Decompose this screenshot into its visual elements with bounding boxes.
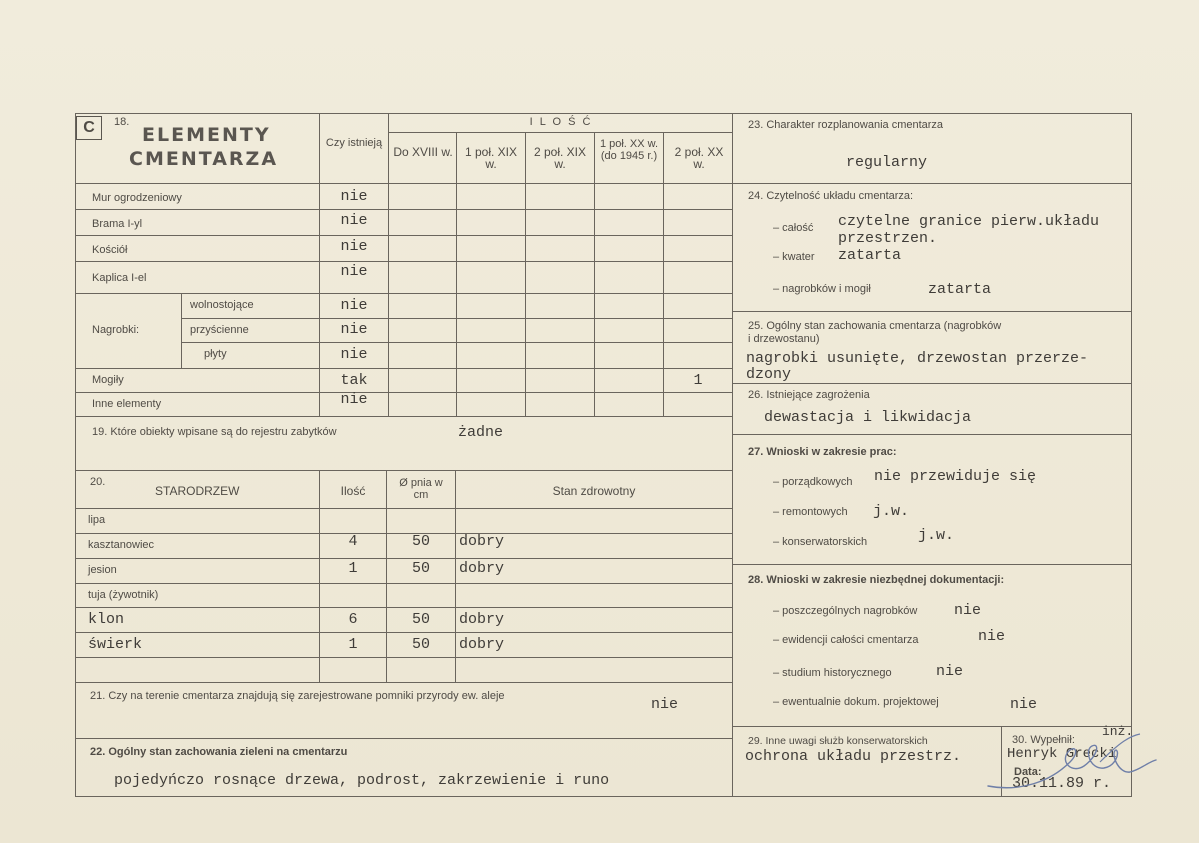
q24-graves-value: zatarta xyxy=(928,281,992,298)
q25-value: nagrobki usunięte, drzewostan przerze- xyxy=(746,350,1089,367)
q24-whole-value-2: przestrzen. xyxy=(838,230,938,247)
q30-title: inż. xyxy=(1102,724,1134,739)
q25-label: 25. Ogólny stan zachowania cmentarza (nagrobków xyxy=(748,320,1002,332)
q27-cons-label: – konserwatorskich xyxy=(773,536,868,548)
rule xyxy=(732,113,733,797)
col-1-xix: 1 poł. XIX w. xyxy=(464,145,518,171)
col-xviii: Do XVIII w. xyxy=(393,145,453,159)
tree-diam: 50 xyxy=(411,533,430,550)
exists-value: nie xyxy=(340,188,368,205)
row-label: Brama I-yl xyxy=(92,218,143,230)
q28-c-value: nie xyxy=(936,663,964,680)
tree-species: lipa xyxy=(88,514,106,526)
tree-species: tuja (żywotnik) xyxy=(88,589,159,601)
trees-header: STARODRZEW xyxy=(155,484,240,498)
q27-cons-value: j.w. xyxy=(918,527,955,544)
q19-value: żadne xyxy=(458,424,504,441)
tree-diam: 50 xyxy=(411,560,430,577)
q29-value: ochrona układu przestrz. xyxy=(745,748,962,765)
title-line-1: ELEMENTY xyxy=(142,124,271,146)
q24-quarters-value: zatarta xyxy=(838,247,902,264)
q29-label: 29. Inne uwagi służb konserwatorskich xyxy=(748,735,928,747)
exists-value: nie xyxy=(340,346,368,363)
row-label: Mogiły xyxy=(92,374,124,386)
tree-species: kasztanowiec xyxy=(88,539,155,551)
group-label: Nagrobki: xyxy=(92,324,140,336)
exists-value: nie xyxy=(340,263,368,280)
q22-value: pojedyńczo rosnące drzewa, podrost, zakrzewienie i runo xyxy=(114,772,610,789)
tree-health: dobry xyxy=(459,611,505,628)
q30-date: 30.11.89 r. xyxy=(1012,775,1112,792)
tree-diam: 50 xyxy=(411,636,430,653)
col-2-xx: 2 poł. XX w. xyxy=(674,145,724,171)
q27-order-value: nie przewiduje się xyxy=(874,468,1037,485)
q24-label: 24. Czytelność układu cmentarza: xyxy=(748,190,914,202)
q28-c-label: – studium historycznego xyxy=(773,667,892,679)
exists-value: nie xyxy=(340,212,368,229)
row-label: wolnostojące xyxy=(190,299,254,311)
q28-a-value: nie xyxy=(954,602,982,619)
q24-quarters-label: – kwater xyxy=(773,251,815,263)
tree-count: 6 xyxy=(348,611,358,628)
tree-health: dobry xyxy=(459,636,505,653)
q28-d-label: – ewentualnie dokum. projektowej xyxy=(773,696,939,708)
col-1-xx: 1 poł. XX w. (do 1945 r.) xyxy=(599,138,659,162)
q27-repair-label: – remontowych xyxy=(773,506,848,518)
q24-whole-value: czytelne granice pierw.układu xyxy=(838,213,1100,230)
tree-health: dobry xyxy=(459,533,505,550)
tree-count: 4 xyxy=(348,533,358,550)
row-label: Kościół xyxy=(92,244,128,256)
trees-number: 20. xyxy=(90,476,106,488)
q30-name: Henryk Grecki xyxy=(1007,746,1117,762)
q28-d-value: nie xyxy=(1010,696,1038,713)
title-line-2: CMENTARZA xyxy=(129,148,279,170)
exists-value: nie xyxy=(340,238,368,255)
q28-b-label: – ewidencji całości cmentarza xyxy=(773,634,919,646)
section-number: 18. xyxy=(114,116,130,128)
q25-value-2: dzony xyxy=(746,366,792,383)
row-label: płyty xyxy=(204,348,227,360)
q27-repair-value: j.w. xyxy=(873,503,910,520)
q21-label: 21. Czy na terenie cmentarza znajdują się zarejestrowane pomniki przyrody ew. aleje xyxy=(90,690,505,702)
signature-scribble xyxy=(980,722,1170,802)
tree-health: dobry xyxy=(459,560,505,577)
row-label: Mur ogrodzeniowy xyxy=(92,192,182,204)
section-mark: C xyxy=(76,116,102,140)
q28-label: 28. Wnioski w zakresie niezbędnej dokumentacji: xyxy=(748,574,1005,586)
q26-label: 26. Istniejące zagrożenia xyxy=(748,389,870,401)
exists-value: tak xyxy=(340,372,368,389)
q23-label: 23. Charakter rozplanowania cmentarza xyxy=(748,119,944,131)
rule xyxy=(75,796,733,797)
q30-label: 30. Wypełnił: xyxy=(1012,734,1075,746)
q28-a-label: – poszczególnych nagrobków xyxy=(773,605,918,617)
row-label: Inne elementy xyxy=(92,398,162,410)
row-label: przyścienne xyxy=(190,324,249,336)
tree-count: 1 xyxy=(348,636,358,653)
q28-b-value: nie xyxy=(978,628,1006,645)
q25-label-2: i drzewostanu) xyxy=(748,333,820,345)
tree-species: jesion xyxy=(88,564,117,576)
q19-label: 19. Które obiekty wpisane są do rejestru zabytków xyxy=(92,426,337,438)
q30-date-label: Data: xyxy=(1014,766,1042,778)
tree-species: klon xyxy=(88,611,125,628)
q24-whole-label: – całość xyxy=(773,222,814,234)
q27-order-label: – porządkowych xyxy=(773,476,853,488)
tree-count: 1 xyxy=(348,560,358,577)
tree-diam: 50 xyxy=(411,611,430,628)
exists-value: nie xyxy=(340,321,368,338)
col-2-xix: 2 poł. XIX w. xyxy=(533,145,587,171)
tree-species: świerk xyxy=(88,636,143,653)
q26-value: dewastacja i likwidacja xyxy=(764,409,972,426)
q22-label: 22. Ogólny stan zachowania zieleni na cmentarzu xyxy=(90,746,348,758)
rule xyxy=(75,113,76,797)
q21-value: nie xyxy=(651,696,679,713)
exists-value: nie xyxy=(340,391,368,408)
count-value: 1 xyxy=(693,372,703,389)
trees-col-count: Ilość xyxy=(340,484,366,498)
col-exists: Czy istnieją xyxy=(325,137,383,149)
col-count-header: I L O Ś Ć xyxy=(529,116,593,128)
q24-graves-label: – nagrobków i mogił xyxy=(773,283,871,295)
exists-value: nie xyxy=(340,297,368,314)
q23-value: regularny xyxy=(846,154,928,171)
q27-label: 27. Wnioski w zakresie prac: xyxy=(748,446,897,458)
trees-col-diam: Ø pnia w cm xyxy=(399,477,443,501)
rule xyxy=(75,113,733,114)
trees-col-health: Stan zdrowotny xyxy=(552,484,636,498)
row-label: Kaplica I-el xyxy=(92,272,147,284)
